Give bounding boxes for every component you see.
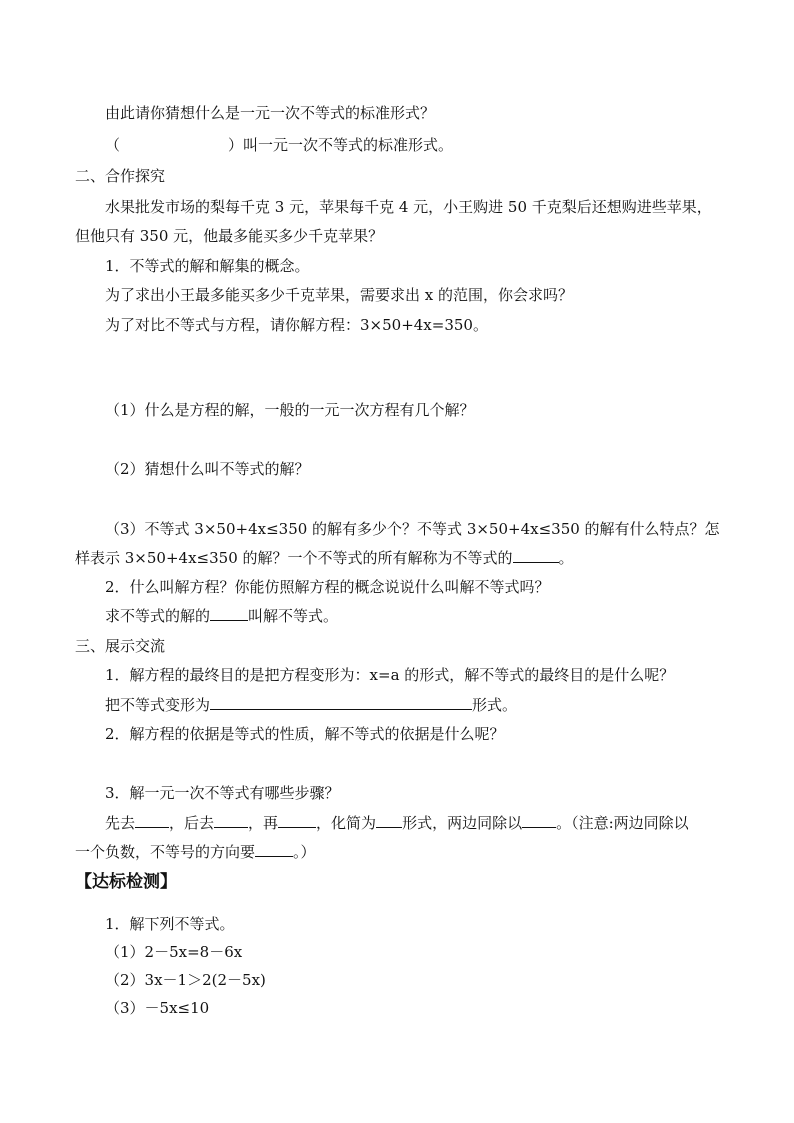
item-2-heading: 2．什么叫解方程？你能仿照解方程的概念说说什么叫解不等式吗？ bbox=[105, 578, 550, 596]
inequality-3: （3）－5x≤10 bbox=[105, 999, 210, 1017]
check-section-title: 【达标检测】 bbox=[75, 872, 177, 892]
s3-item-1-answer: 把不等式变形为 形式。 bbox=[105, 696, 518, 714]
section-3-title: 三、展示交流 bbox=[75, 637, 166, 655]
inequality-2: （2）3x－1＞2(2－5x) bbox=[105, 971, 266, 989]
item-1-question-2: 为了对比不等式与方程，请你解方程：3×50+4x=350。 bbox=[105, 316, 488, 334]
steps-line-2: 一个负数，不等号的方向要 。） bbox=[75, 843, 316, 861]
blank-solution-set[interactable] bbox=[513, 548, 559, 563]
paren-open: （ bbox=[105, 136, 121, 154]
blank-sign-direction[interactable] bbox=[255, 842, 293, 857]
blank-step-2[interactable] bbox=[214, 813, 248, 828]
item-1-question-1: 为了求出小王最多能买多少千克苹果，需要求出 x 的范围，你会求吗？ bbox=[105, 286, 573, 304]
section-2-title: 二、合作探究 bbox=[75, 167, 166, 185]
problem-line-1: 水果批发市场的梨每千克 3 元，苹果每千克 4 元，小王购进 50 千克梨后还想购进些苹果， bbox=[105, 198, 712, 216]
item-2-answer: 求不等式的解的 叫解不等式。 bbox=[105, 607, 339, 625]
blank-step-3[interactable] bbox=[278, 813, 316, 828]
blank-step-4[interactable] bbox=[376, 813, 402, 828]
blank-step-5[interactable] bbox=[522, 813, 556, 828]
sub-question-3-line-2: 样表示 3×50+4x≤350 的解？一个不等式的所有解称为不等式的 。 bbox=[75, 549, 574, 567]
check-item-1: 1．解下列不等式。 bbox=[105, 915, 235, 933]
s3-item-3: 3．解一元一次不等式有哪些步骤？ bbox=[105, 784, 340, 802]
question-standard-form: 由此请你猜想什么是一元一次不等式的标准形式？ bbox=[105, 104, 436, 122]
blank-target-form[interactable] bbox=[210, 695, 472, 710]
paren-close-text: ）叫一元一次不等式的标准形式。 bbox=[228, 136, 454, 154]
sub-question-3-line-1: （3）不等式 3×50+4x≤350 的解有多少个？不等式 3×50+4x≤350 的解有什么特点？怎 bbox=[105, 520, 720, 538]
s3-item-1: 1．解方程的最终目的是把方程变形为：x=a 的形式，解不等式的最终目的是什么呢？ bbox=[105, 666, 675, 684]
blank-step-1[interactable] bbox=[135, 813, 169, 828]
s3-item-2: 2．解方程的依据是等式的性质，解不等式的依据是什么呢？ bbox=[105, 725, 505, 743]
fill-standard-form bbox=[105, 135, 453, 155]
item-1-heading: 1．不等式的解和解集的概念。 bbox=[105, 257, 310, 275]
inequality-1: （1）2－5x=8－6x bbox=[105, 943, 243, 961]
sub-question-1: （1）什么是方程的解，一般的一元一次方程有几个解？ bbox=[105, 401, 475, 419]
steps-line-1: 先去 ，后去 ，再 ，化简为 形式，两边同除以 。（注意:两边同除以 bbox=[105, 814, 689, 832]
blank-solve-inequality[interactable] bbox=[210, 606, 248, 621]
sub-question-2: （2）猜想什么叫不等式的解？ bbox=[105, 460, 310, 478]
problem-line-2: 但他只有 350 元，他最多能买多少千克苹果？ bbox=[75, 227, 384, 245]
